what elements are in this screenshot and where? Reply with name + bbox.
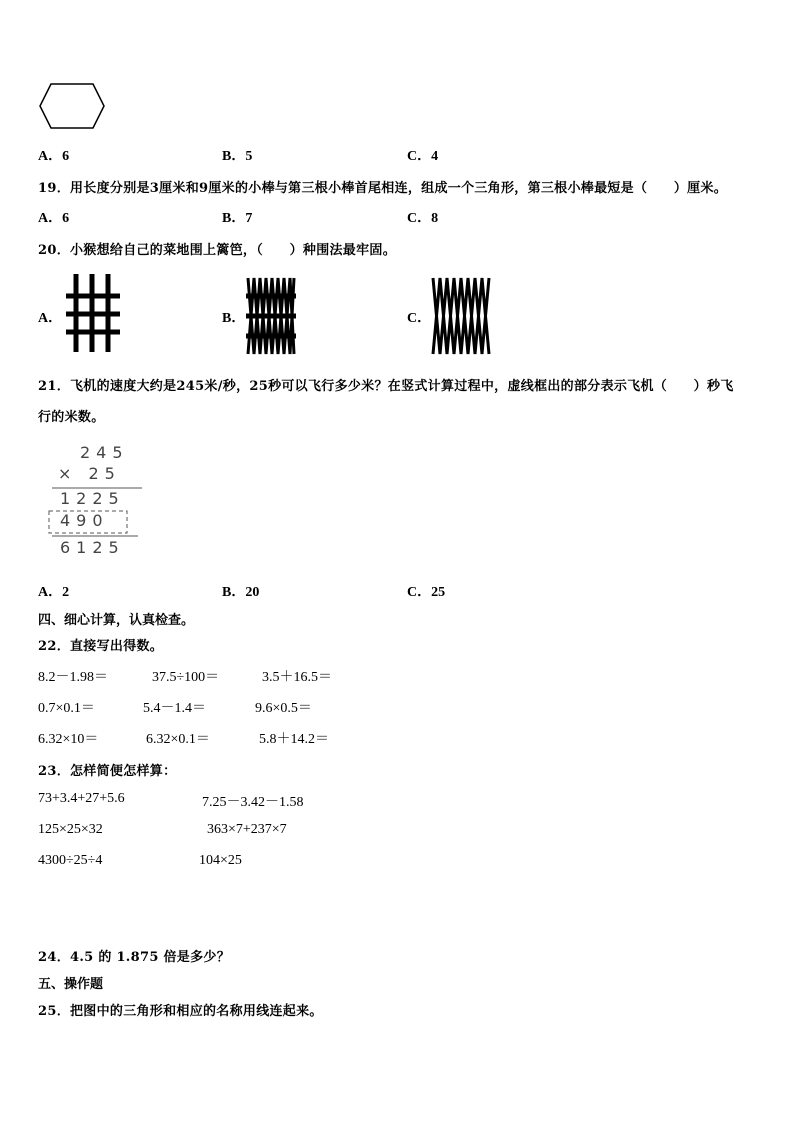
q24-question: 24．4.5 的 1.875 倍是多少？ <box>38 950 230 965</box>
vertical-multiplier: × 25 <box>58 464 121 483</box>
q22-r1-c1: 8.2－1.98＝ <box>38 670 108 685</box>
q20-option-c[interactable]: C． <box>407 311 432 326</box>
section-4-heading: 四、细心计算，认真检查。 <box>38 613 195 628</box>
mixed-fence-icon <box>245 276 297 358</box>
q23-r1-c2: 7.25－3.42－1.58 <box>202 795 304 810</box>
hexagon-icon <box>38 82 106 132</box>
q22-r2-c2: 5.4－1.4＝ <box>143 701 206 716</box>
q18-option-a[interactable]: A．6 <box>38 149 70 164</box>
vertical-line-2 <box>52 535 144 537</box>
vertical-result: 6125 <box>60 538 125 557</box>
q22-r2-c3: 9.6×0.5＝ <box>255 701 312 716</box>
q19-question: 19．用长度分别是3厘米和9厘米的小棒与第三根小棒首尾相连，组成一个三角形，第三根小棒最短是（ ）厘米。 <box>38 181 728 196</box>
q22-r1-c3: 3.5＋16.5＝ <box>262 670 332 685</box>
q19-option-b[interactable]: B．7 <box>222 211 253 226</box>
q21-option-c[interactable]: C．25 <box>407 585 446 600</box>
section-5-heading: 五、操作题 <box>38 977 104 992</box>
q21-question-line1: 21．飞机的速度大约是245米/秒，25秒可以飞行多少米？在竖式计算过程中，虚线框出的部分表示飞机（ ）秒飞 <box>38 379 734 394</box>
vertical-partial-1: 1225 <box>60 489 125 508</box>
square-grid-fence-icon <box>62 272 122 354</box>
q23-r2-c1: 125×25×32 <box>38 822 103 837</box>
q23-r2-c2: 363×7+237×7 <box>207 822 287 837</box>
q22-r2-c1: 0.7×0.1＝ <box>38 701 95 716</box>
q21-option-b[interactable]: B．20 <box>222 585 260 600</box>
q23-r1-c1: 73+3.4+27+5.6 <box>38 791 125 806</box>
q25-question: 25．把图中的三角形和相应的名称用线连起来。 <box>38 1004 323 1019</box>
triangle-lattice-fence-icon <box>430 276 492 356</box>
q21-option-a[interactable]: A．2 <box>38 585 70 600</box>
q21-question-line2: 行的米数。 <box>38 410 105 425</box>
q22-question: 22．直接写出得数。 <box>38 639 164 654</box>
q22-r1-c2: 37.5÷100＝ <box>152 670 220 685</box>
q23-question: 23．怎样简便怎样算： <box>38 764 177 779</box>
q22-r3-c2: 6.32×0.1＝ <box>146 732 210 747</box>
q23-r3-c1: 4300÷25÷4 <box>38 853 103 868</box>
q19-option-a[interactable]: A．6 <box>38 211 70 226</box>
vertical-partial-2: 490 <box>60 511 109 530</box>
q20-question: 20．小猴想给自己的菜地围上篱笆，（ ）种围法最牢固。 <box>38 243 396 258</box>
q18-option-c[interactable]: C．4 <box>407 149 439 164</box>
q23-r3-c2: 104×25 <box>199 853 242 868</box>
q20-option-a[interactable]: A． <box>38 311 63 326</box>
q22-r3-c1: 6.32×10＝ <box>38 732 99 747</box>
q22-r3-c3: 5.8＋14.2＝ <box>259 732 329 747</box>
q19-option-c[interactable]: C．8 <box>407 211 439 226</box>
q20-option-b[interactable]: B． <box>222 311 246 326</box>
vertical-multiplicand: 245 <box>80 443 129 462</box>
q18-option-b[interactable]: B．5 <box>222 149 253 164</box>
